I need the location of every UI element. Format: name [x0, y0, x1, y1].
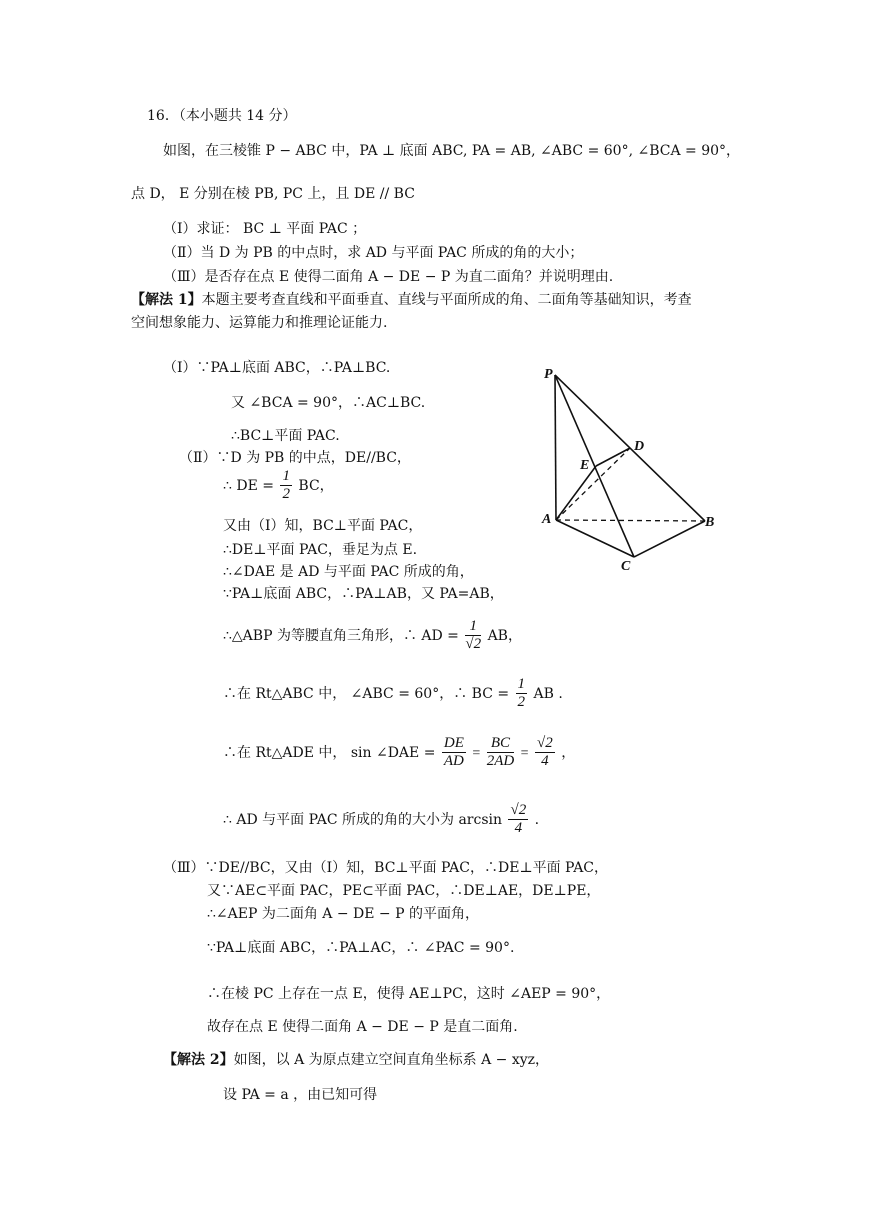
equals-sign: = — [520, 745, 529, 761]
fraction-numerator: 1 — [516, 676, 528, 694]
part2-line-1: （Ⅱ）∵D 为 PB 的中点，DE//BC， — [179, 450, 411, 466]
edge-ad-hidden — [556, 448, 630, 520]
fraction-one-over-root2 — [465, 618, 481, 654]
edge-pc — [555, 375, 634, 557]
label-d: D — [634, 439, 645, 454]
fraction-numerator: 1 — [280, 468, 292, 486]
method1-intro-text: 本题主要考查直线和平面垂直、直线与平面所成的角、二面角等基础知识，考查 — [201, 292, 692, 308]
part3-line-2: 又∵AE⊂平面 PAC，PE⊂平面 PAC，∴DE⊥AE，DE⊥PE， — [207, 883, 601, 899]
label-b: B — [705, 515, 715, 530]
edge-ab-hidden — [556, 520, 705, 521]
fraction-bc-2ad — [487, 735, 515, 771]
edge-de — [596, 448, 630, 466]
problem-stem-line-2: 点 D， E 分别在棱 PB, PC 上，且 DE // BC — [131, 186, 415, 202]
fraction-numerator: DE — [442, 735, 466, 753]
method2-line-2: 设 PA = a ，由已知可得 — [223, 1087, 378, 1103]
part2-line-5: ∴∠DAE 是 AD 与平面 PAC 所成的角， — [223, 564, 474, 580]
part2-line-8 — [223, 676, 563, 712]
part2-line-2-pre: ∴ DE = — [223, 477, 274, 494]
fraction-de-ad — [442, 735, 466, 771]
problem-number: 16．（本小题共 14 分） — [147, 108, 297, 124]
fraction-numerator: √2 — [535, 735, 555, 753]
part2-line-7-pre: ∴△ABP 为等腰直角三角形，∴ AD = — [223, 627, 459, 644]
part2-line-9-pre: ∴在 Rt△ADE 中， sin ∠DAE = — [223, 744, 436, 761]
edge-ac — [556, 520, 634, 557]
fraction-half-2 — [516, 676, 528, 712]
equals-sign: = — [472, 745, 481, 761]
part2-line-6: ∵PA⊥底面 ABC，∴PA⊥AB，又 PA=AB， — [223, 586, 504, 602]
fraction-denominator: 2AD — [486, 753, 515, 770]
part2-line-4: ∴DE⊥平面 PAC，垂足为点 E. — [223, 542, 418, 558]
fraction-denominator: 2 — [517, 694, 526, 711]
method1-tag: 【解法 1】 — [131, 292, 202, 308]
part2-line-10-pre: ∴ AD 与平面 PAC 所成的角的大小为 arcsin — [223, 811, 503, 828]
pyramid-figure — [530, 360, 730, 580]
part2-line-8-post: AB . — [533, 685, 563, 702]
edge-bc — [634, 521, 705, 557]
label-e: E — [580, 458, 590, 473]
question-2: （Ⅱ）当 D 为 PB 的中点时，求 AD 与平面 PAC 所成的角的大小； — [163, 245, 584, 261]
label-c: C — [621, 559, 631, 574]
fraction-denominator: √2 — [465, 636, 482, 653]
question-1: （Ⅰ）求证： BC ⊥ 平面 PAC ； — [163, 221, 367, 237]
question-3: （Ⅲ）是否存在点 E 使得二面角 A − DE − P 为直二面角？并说明理由. — [163, 269, 614, 285]
fraction-root2-over-4 — [535, 735, 555, 771]
method1-intro-line-1 — [131, 292, 692, 309]
fraction-arcsin — [508, 802, 528, 838]
part2-line-10 — [223, 802, 539, 838]
part2-line-7 — [223, 618, 522, 654]
part3-line-3: ∴∠AEP 为二面角 A − DE − P 的平面角， — [207, 906, 479, 922]
figure-hidden-edges — [556, 448, 705, 521]
edge-ae — [556, 466, 596, 520]
part1-line-1: （Ⅰ）∵PA⊥底面 ABC，∴PA⊥BC. — [163, 360, 391, 376]
part2-line-9 — [223, 735, 575, 771]
part2-line-2 — [223, 468, 334, 504]
part3-line-6: 故存在点 E 使得二面角 A − DE − P 是直二面角. — [207, 1019, 518, 1035]
label-p: P — [544, 367, 553, 382]
fraction-denominator: 2 — [282, 486, 290, 503]
part2-line-2-post: BC， — [298, 477, 334, 494]
fraction-half — [280, 468, 292, 504]
figure-solid-edges — [555, 375, 705, 557]
part1-line-2: 又 ∠BCA = 90°，∴AC⊥BC. — [231, 395, 426, 411]
part2-line-3: 又由（Ⅰ）知，BC⊥平面 PAC， — [223, 518, 423, 534]
method2-tag: 【解法 2】 — [163, 1052, 234, 1068]
fraction-denominator: 4 — [541, 753, 549, 770]
part3-line-4: ∵PA⊥底面 ABC，∴PA⊥AC，∴ ∠PAC = 90°. — [207, 940, 515, 956]
fraction-numerator: 1 — [465, 618, 481, 636]
part2-line-10-post: . — [534, 811, 540, 828]
part2-line-9-post: ， — [561, 744, 576, 761]
part2-line-8-pre: ∴在 Rt△ABC 中， ∠ABC = 60°，∴ BC = — [223, 685, 510, 702]
fraction-denominator: AD — [443, 753, 464, 770]
part3-line-1: （Ⅲ）∵DE//BC，又由（Ⅰ）知，BC⊥平面 PAC，∴DE⊥平面 PAC， — [163, 860, 609, 876]
method2-line-1 — [163, 1052, 549, 1069]
fraction-numerator: √2 — [508, 802, 528, 820]
method2-text: 如图，以 A 为原点建立空间直角坐标系 A − xyz， — [233, 1052, 550, 1068]
problem-stem-line-1: 如图，在三棱锥 P − ABC 中，PA ⊥ 底面 ABC, PA = AB, ∠ABC = 60°, ∠BCA = 90°， — [163, 143, 741, 159]
part1-line-3: ∴BC⊥平面 PAC. — [231, 428, 340, 444]
fraction-denominator: 4 — [514, 820, 523, 837]
edge-pa — [555, 375, 556, 520]
part3-line-5: ∴在棱 PC 上存在一点 E，使得 AE⊥PC，这时 ∠AEP = 90°， — [207, 986, 611, 1002]
label-a: A — [542, 512, 552, 527]
part2-line-7-post: AB， — [487, 627, 522, 644]
method1-intro-line-2: 空间想象能力、运算能力和推理论证能力. — [131, 315, 388, 331]
fraction-numerator: BC — [487, 735, 515, 753]
